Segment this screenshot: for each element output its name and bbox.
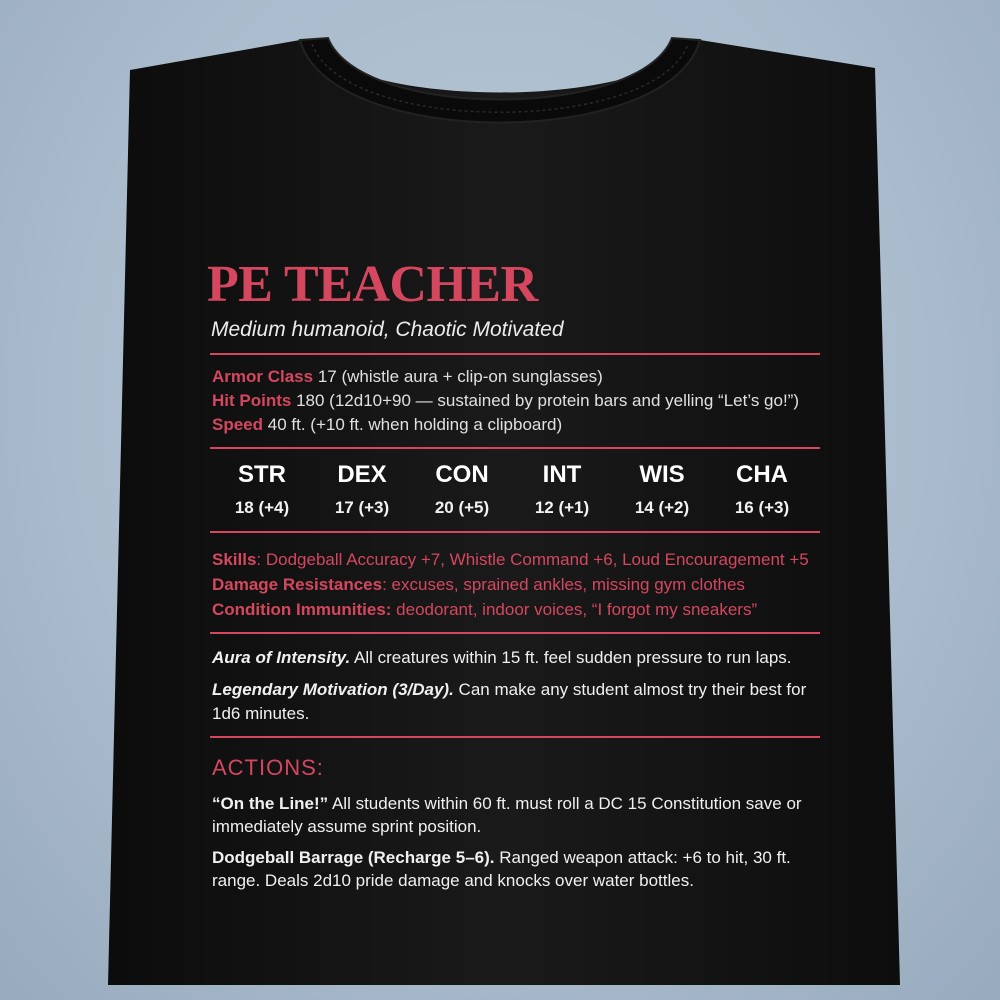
condition-immunities: Condition Immunities: deodorant, indoor voices, “I forgot my sneakers” [212, 600, 758, 619]
actions-heading: ACTIONS: [212, 755, 324, 780]
feature-aura: Aura of Intensity. All creatures within 15 ft. feel sudden pressure to run laps. [212, 648, 792, 667]
statblock-print [207, 255, 822, 900]
action-dodgeball-barrage: Dodgeball Barrage (Recharge 5–6). Ranged weapon attack: +6 to hit, 30 ft. range. Deals 2d10 pride damage and knocks over water bottles. [212, 848, 791, 890]
creature-type: Medium humanoid, Chaotic Motivated [211, 318, 564, 341]
skills: Skills: Dodgeball Accuracy +7, Whistle Command +6, Loud Encouragement +5 [212, 550, 809, 569]
ability-dex: DEX 17 (+3) [334, 461, 390, 517]
ability-con: CON 20 (+5) [434, 461, 490, 517]
traits [212, 547, 822, 622]
armor-class: Armor Class 17 (whistle aura + clip-on sunglasses) [212, 367, 603, 386]
actions [212, 792, 822, 892]
ability-scores [212, 461, 812, 521]
creature-name: PE TEACHER [207, 256, 538, 313]
ability-str: STR 18 (+4) [234, 461, 290, 517]
action-on-the-line: “On the Line!” All students within 60 ft. must roll a DC 15 Constitution save or immediately assume sprint position. [212, 794, 802, 836]
divider [210, 531, 820, 533]
speed: Speed 40 ft. (+10 ft. when holding a clipboard) [212, 415, 563, 434]
divider [210, 353, 820, 355]
divider [210, 447, 820, 449]
feature-legendary: Legendary Motivation (3/Day). Can make any student almost try their best for 1d6 minutes. [212, 680, 807, 723]
hit-points: Hit Points 180 (12d10+90 — sustained by protein bars and yelling “Let’s go!”) [212, 391, 799, 410]
damage-resistances: Damage Resistances: excuses, sprained ankles, missing gym clothes [212, 575, 745, 594]
divider [210, 632, 820, 634]
ability-int: INT 12 (+1) [534, 461, 590, 517]
basic-properties [212, 365, 822, 437]
ability-wis: WIS 14 (+2) [634, 461, 690, 517]
divider [210, 736, 820, 738]
features [212, 646, 822, 726]
ability-cha: CHA 16 (+3) [734, 461, 790, 517]
